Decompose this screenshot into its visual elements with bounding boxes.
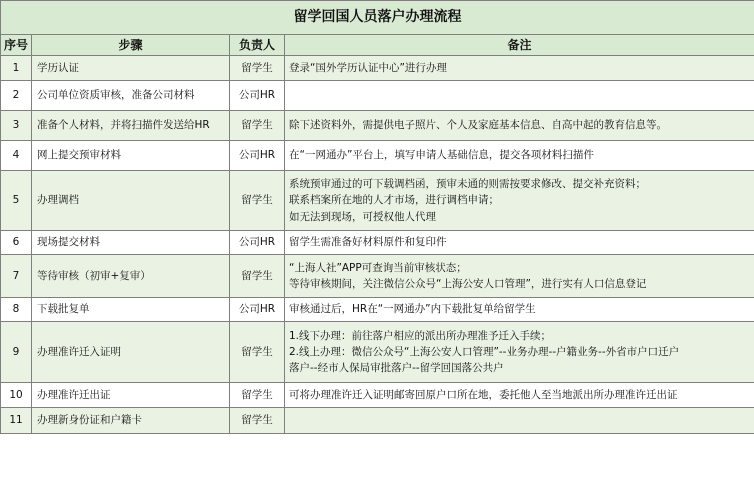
note-line: 可将办理准许迁入证明邮寄回原户口所在地，委托他人至当地派出所办理准许迁出证 (289, 388, 678, 401)
row-number: 4 (1, 141, 32, 171)
row-note (285, 298, 754, 322)
row-step: 现场提交材料 (32, 231, 230, 255)
note-line: “上海人社”APP可查询当前审核状态； (289, 261, 467, 274)
note-line: 2.线上办理：微信公众号“上海公安人口管理”--业务办理--户籍业务--外省市户口迁户 (289, 345, 680, 358)
row-step: 办理新身份证和户籍卡 (32, 408, 230, 434)
row-step: 下载批复单 (32, 298, 230, 322)
row-step: 学历认证 (32, 56, 230, 81)
row-step: 公司单位资质审核，准备公司材料 (32, 81, 230, 111)
row-step: 等待审核（初审+复审） (32, 255, 230, 298)
row-step: 办理准许迁入证明 (32, 322, 230, 383)
row-number: 1 (1, 56, 32, 81)
row-owner: 留学生 (230, 408, 285, 434)
table-row (1, 141, 754, 171)
row-owner: 公司HR (230, 231, 285, 255)
row-note (285, 322, 754, 383)
row-owner: 留学生 (230, 322, 285, 383)
row-number: 9 (1, 322, 32, 383)
row-number: 7 (1, 255, 32, 298)
row-owner: 留学生 (230, 255, 285, 298)
row-number: 11 (1, 408, 32, 434)
note-line: 联系档案所在地的人才市场，进行调档申请； (289, 194, 499, 207)
row-owner: 公司HR (230, 141, 285, 171)
table-row (1, 111, 754, 141)
row-note (285, 255, 754, 298)
note-line: 审核通过后，HR在“一网通办”内下载批复单给留学生 (289, 303, 536, 316)
header-row (1, 35, 754, 56)
row-note (285, 141, 754, 171)
header-owner: 负责人 (230, 35, 285, 56)
row-number: 2 (1, 81, 32, 111)
note-line: 在“一网通办”平台上，填写申请人基础信息，提交各项材料扫描件 (289, 149, 594, 162)
row-owner: 公司HR (230, 81, 285, 111)
table-row (1, 322, 754, 383)
row-owner: 留学生 (230, 111, 285, 141)
row-number: 8 (1, 298, 32, 322)
table-title: 留学回国人员落户办理流程 (1, 1, 754, 35)
note-line: 系统预审通过的可下载调档函，预审未通的则需按要求修改、提交补充资料； (289, 178, 646, 191)
row-step: 网上提交预审材料 (32, 141, 230, 171)
note-line: 登录“国外学历认证中心”进行办理 (289, 61, 447, 74)
table-row (1, 408, 754, 434)
note-line: 留学生需准备好材料原件和复印件 (289, 236, 447, 249)
row-step: 办理调档 (32, 171, 230, 231)
note-line: 除下述资料外，需提供电子照片、个人及家庭基本信息、自高中起的教育信息等。 (289, 119, 667, 132)
row-number: 3 (1, 111, 32, 141)
row-owner: 留学生 (230, 383, 285, 408)
table-row (1, 298, 754, 322)
table-row (1, 81, 754, 111)
table-row (1, 56, 754, 81)
row-number: 10 (1, 383, 32, 408)
row-step: 准备个人材料，并将扫描件发送给HR (32, 111, 230, 141)
row-note (285, 231, 754, 255)
row-number: 5 (1, 171, 32, 231)
row-owner: 公司HR (230, 298, 285, 322)
row-note (285, 408, 754, 434)
row-note (285, 111, 754, 141)
row-number: 6 (1, 231, 32, 255)
header-step: 步骤 (32, 35, 230, 56)
row-note (285, 81, 754, 111)
row-owner: 留学生 (230, 171, 285, 231)
row-note (285, 56, 754, 81)
table-row (1, 383, 754, 408)
note-line: 落户--经市人保局审批落户--留学回国落公共户 (289, 362, 504, 375)
table-row (1, 171, 754, 231)
note-line: 如无法到现场，可授权他人代理 (289, 210, 436, 223)
header-num: 序号 (1, 35, 32, 56)
note-line: 等待审核期间，关注微信公众号“上海公安人口管理”，进行实有人口信息登记 (289, 278, 647, 290)
header-note: 备注 (285, 35, 754, 56)
row-owner: 留学生 (230, 56, 285, 81)
table-row (1, 255, 754, 298)
note-line: 1.线下办理：前往落户相应的派出所办理准予迁入手续； (289, 329, 552, 342)
row-note (285, 383, 754, 408)
row-step: 办理准许迁出证 (32, 383, 230, 408)
row-note (285, 171, 754, 231)
table-row (1, 231, 754, 255)
